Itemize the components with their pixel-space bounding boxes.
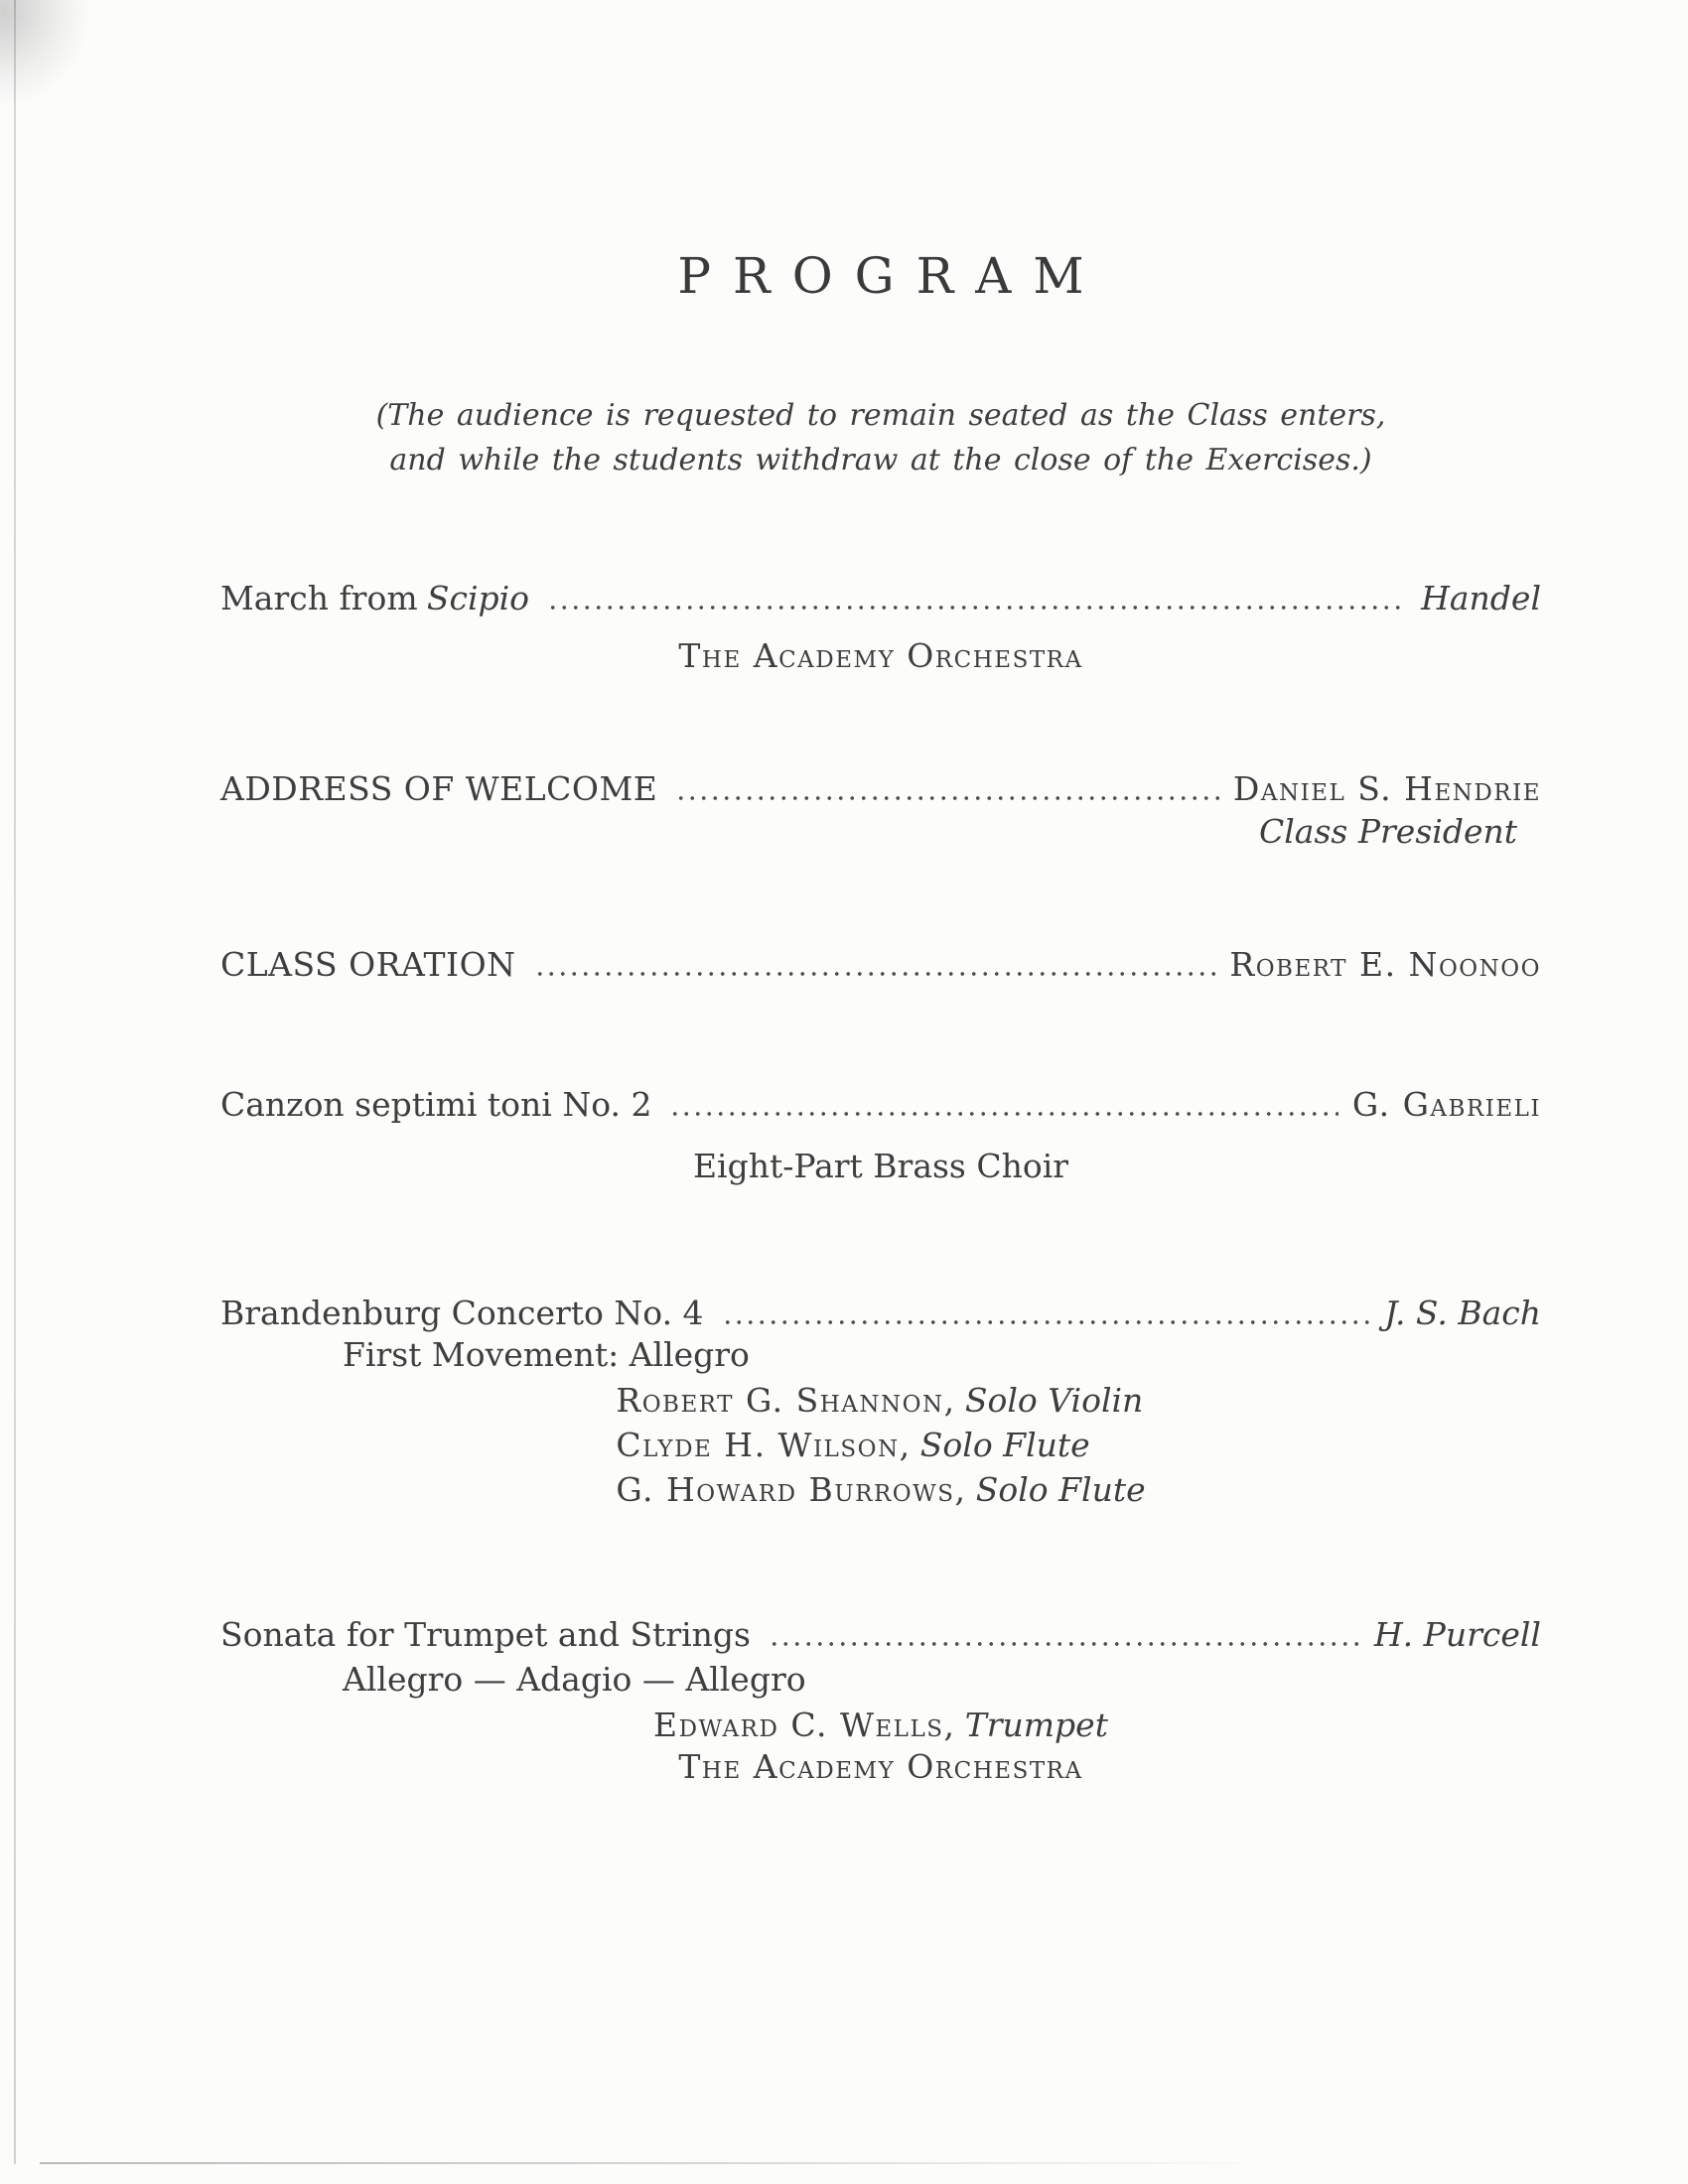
program-item-brandenburg — [220, 1294, 1541, 1333]
composer-name: J. S. Bach — [1384, 1294, 1541, 1332]
movement-label: First Movement: Allegro — [343, 1335, 750, 1374]
ensemble-name: Eight-Part Brass Choir — [692, 1147, 1069, 1185]
page-title: PROGRAM — [677, 247, 1106, 305]
composer-name: G. Gabrieli — [1351, 1085, 1541, 1124]
audience-note — [220, 393, 1541, 482]
soloist-row — [616, 1423, 1145, 1467]
soloist-name: Robert G. Shannon, — [616, 1381, 956, 1420]
soloist-role: Trumpet — [964, 1706, 1108, 1744]
composer-name: Handel — [1421, 579, 1541, 617]
dot-leader — [547, 606, 1407, 610]
performer-name: Daniel S. Hendrie — [1232, 769, 1541, 808]
dot-leader — [722, 1320, 1371, 1324]
audience-note-line1: (The audience is requested to remain seated as the Class enters, — [375, 398, 1386, 433]
piece-name: Brandenburg Concerto No. 4 — [220, 1294, 704, 1332]
scan-bottom-edge-line — [40, 2162, 1281, 2164]
dot-leader — [534, 972, 1216, 976]
soloist-list — [616, 1378, 1145, 1512]
program-content — [0, 247, 1688, 1788]
soloist-row — [616, 1378, 1145, 1423]
program-item-canzon — [220, 1085, 1541, 1125]
soloist-block — [220, 1378, 1541, 1512]
soloist-row — [616, 1467, 1145, 1512]
program-item-oration — [220, 945, 1541, 985]
ensemble-name: The Academy Orchestra — [678, 1747, 1083, 1786]
soloist-name: Clyde H. Wilson, — [616, 1426, 912, 1464]
dot-leader — [675, 796, 1219, 800]
soloist-row — [220, 1705, 1541, 1746]
program-item-sonata — [220, 1615, 1541, 1655]
dot-leader — [769, 1642, 1360, 1646]
program-item-welcome — [220, 769, 1541, 809]
piece-name: Canzon septimi toni No. 2 — [220, 1085, 652, 1124]
piece-name: Sonata for Trumpet and Strings — [220, 1615, 751, 1654]
program-item-march — [220, 579, 1541, 618]
soloist-role: Solo Violin — [964, 1381, 1144, 1420]
dot-leader — [669, 1112, 1337, 1116]
piece-name: March from Scipio — [220, 579, 530, 617]
movement-label: Allegro — Adagio — Allegro — [343, 1660, 806, 1699]
ensemble-name: The Academy Orchestra — [678, 636, 1083, 675]
performer-name: Robert E. Noonoo — [1229, 945, 1541, 984]
soloist-role: Solo Flute — [919, 1426, 1090, 1464]
soloist-role: Solo Flute — [975, 1470, 1146, 1509]
piece-name: ADDRESS OF WELCOME — [220, 769, 658, 808]
audience-note-line2: and while the students withdraw at the close of the Exercises.) — [389, 443, 1372, 478]
composer-name: H. Purcell — [1373, 1615, 1541, 1654]
soloist-name: G. Howard Burrows, — [616, 1470, 967, 1509]
piece-name-italic: Scipio — [426, 579, 530, 617]
piece-name: CLASS ORATION — [220, 945, 516, 984]
soloist-name: Edward C. Wells, — [653, 1706, 956, 1744]
performer-title: Class President — [1258, 812, 1517, 851]
